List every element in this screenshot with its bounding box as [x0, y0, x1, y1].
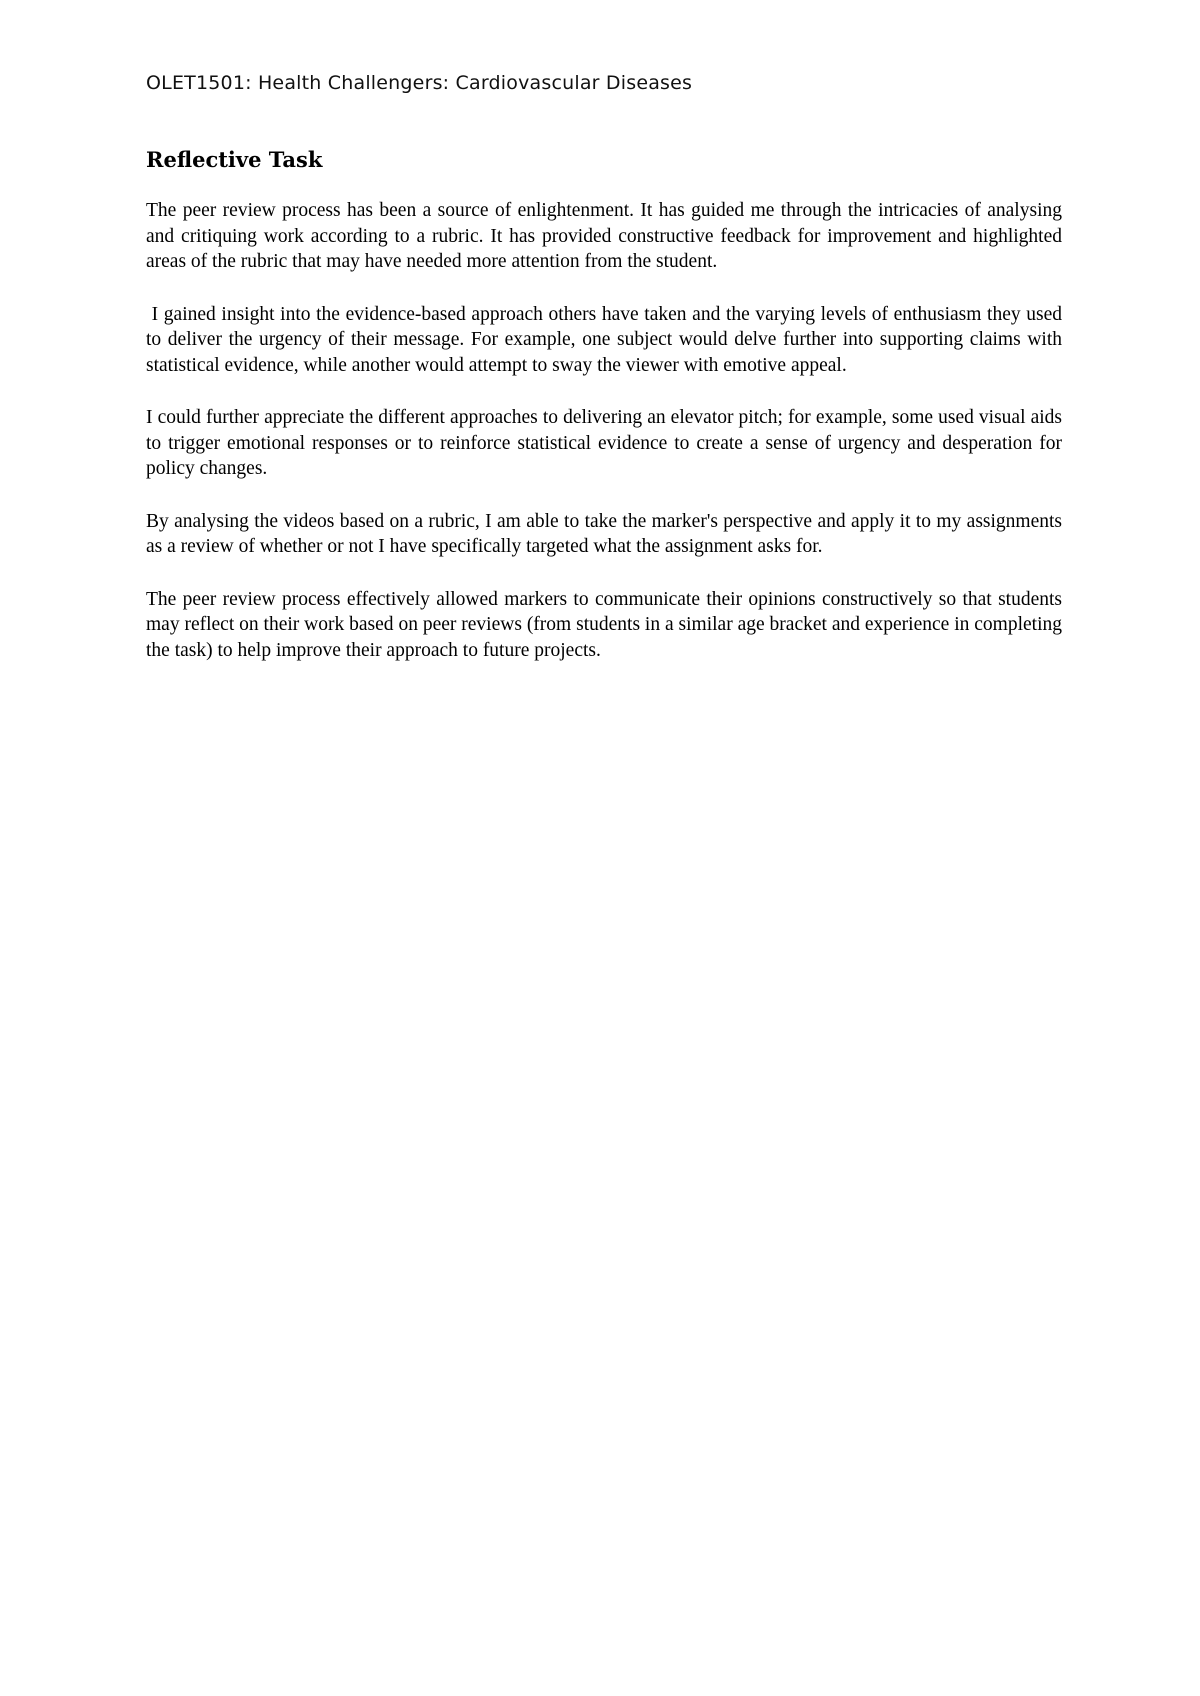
paragraph-4: By analysing the videos based on a rubric, I am able to take the marker's perspective and apply it to my assignments as a review of whether or not I have specifically targeted what the assignment asks for.	[146, 510, 1062, 557]
section-title: Reflective Task	[146, 147, 323, 172]
paragraph-5: The peer review process effectively allowed markers to communicate their opinions constructively so that students may reflect on their work based on peer reviews (from students in a similar age bracket and experience in completing the task) to help improve their approach to future projects.	[146, 588, 1062, 661]
page-header-course-title: OLET1501: Health Challengers: Cardiovascular Diseases	[146, 72, 693, 94]
document-body	[146, 146, 1067, 690]
paragraph-1: The peer review process has been a source of enlightenment. It has guided me through the intricacies of analysing and critiquing work according to a rubric. It has provided constructive feedback for improvement and highlighted areas of the rubric that may have needed more attention from the student.	[146, 200, 1062, 272]
paragraph-2: I gained insight into the evidence-based approach others have taken and the varying levels of enthusiasm they used to deliver the urgency of their message. For example, one subject would delve further into supporting claims with statistical evidence, while another would attempt to sway the viewer with emotive appeal.	[146, 303, 1067, 376]
paragraph-3: I could further appreciate the different approaches to delivering an elevator pitch; for example, some used visual aids to trigger emotional responses or to reinforce statistical evidence to create a sense of urgency and desperation for policy changes.	[146, 407, 1062, 479]
